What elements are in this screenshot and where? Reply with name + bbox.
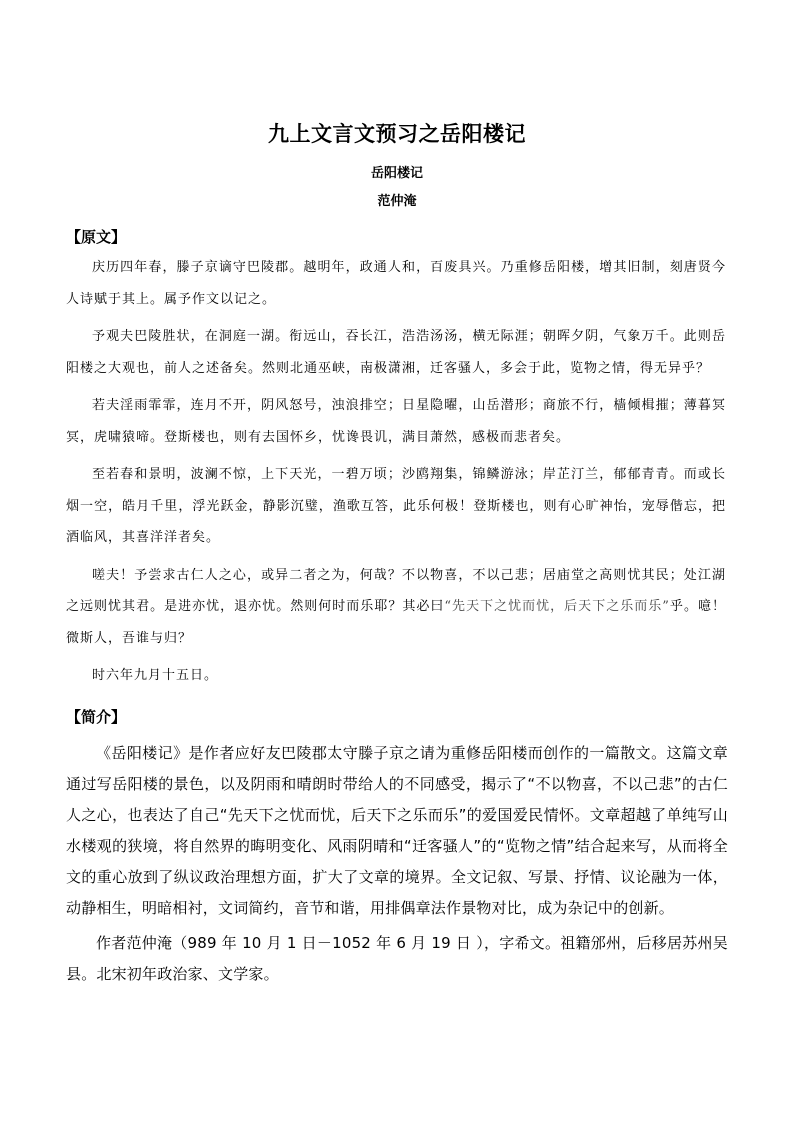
original-paragraph-4: 至若春和景明，波澜不惊，上下天光，一碧万顷；沙鸥翔集，锦鳞游泳；岸芷汀兰，郁郁青青。而或长烟一空，皓月千里，浮光跃金，静影沉璧，渔歌互答，此乐何极！登斯楼也，则有心旷神怡，宠辱偕忘，把酒临风，其喜洋洋者矣。 bbox=[66, 467, 726, 545]
intro-text bbox=[66, 738, 728, 990]
intro-paragraph-1: 《岳阳楼记》是作者应好友巴陵郡太守滕子京之请为重修岳阳楼而创作的一篇散文。这篇文章通过写岳阳楼的景色，以及阴雨和晴朗时带给人的不同感受，揭示了“不以物喜，不以己悲”的古仁人之心，也表达了自己“先天下之忧而忧，后天下之乐而乐”的爱国爱民情怀。文章超越了单纯写山水楼观的狭境，将自然界的晦明变化、风雨阴晴和“迁客骚人”的“览物之情”结合起来写，从而将全文的重心放到了纵议政治理想方面，扩大了文章的境界。全文记叙、写景、抒情、议论融为一体，动静相生，明暗相衬，文词简约，音节和谐，用排偶章法作景物对比，成为杂记中的创新。 bbox=[66, 744, 728, 917]
original-paragraph-6: 时六年九月十五日。 bbox=[92, 668, 219, 683]
page-title: 九上文言文预习之岳阳楼记 bbox=[268, 122, 526, 146]
famous-quote: “先天下之忧而忧，后天下之乐而乐” bbox=[444, 599, 670, 614]
original-paragraph-5-part-1: 嗟夫！予尝求古仁人之心，或异二者之为，何哉？不以物喜，不以己悲；居庙堂之高则忧其民；处江湖之远则忧其君。是进亦忧，退亦忧。然则何时而乐耶？其必曰 bbox=[66, 567, 726, 614]
original-paragraph-5 bbox=[66, 560, 726, 655]
original-text bbox=[66, 252, 726, 698]
original-heading: 【原文】 bbox=[66, 228, 127, 246]
intro-heading: 【简介】 bbox=[66, 708, 127, 726]
original-paragraph-3: 若夫淫雨霏霏，连月不开，阴风怒号，浊浪排空；日星隐曜，山岳潜形；商旅不行，樯倾楫摧；薄暮冥冥，虎啸猿啼。登斯楼也，则有去国怀乡，忧谗畏讥，满目萧然，感极而悲者矣。 bbox=[66, 398, 726, 445]
intro-paragraph-2: 作者范仲淹（989 年 10 月 1 日－1052 年 6 月 19 日 ），字希文。祖籍邠州，后移居苏州吴县。北宋初年政治家、文学家。 bbox=[66, 934, 728, 983]
original-paragraph-5-part-2: 乎。噫！微斯人，吾谁与归？ bbox=[66, 599, 726, 646]
original-paragraph-1: 庆历四年春，滕子京谪守巴陵郡。越明年，政通人和，百废具兴。乃重修岳阳楼，增其旧制，刻唐贤今人诗赋于其上。属予作文以记之。 bbox=[66, 260, 726, 307]
essay-author: 范仲淹 bbox=[377, 194, 417, 209]
essay-title: 岳阳楼记 bbox=[370, 166, 423, 181]
original-paragraph-2: 予观夫巴陵胜状，在洞庭一湖。衔远山，吞长江，浩浩汤汤，横无际涯；朝晖夕阴，气象万千。此则岳阳楼之大观也，前人之述备矣。然则北通巫峡，南极潇湘，迁客骚人，多会于此，览物之情，得无异乎？ bbox=[66, 329, 726, 376]
